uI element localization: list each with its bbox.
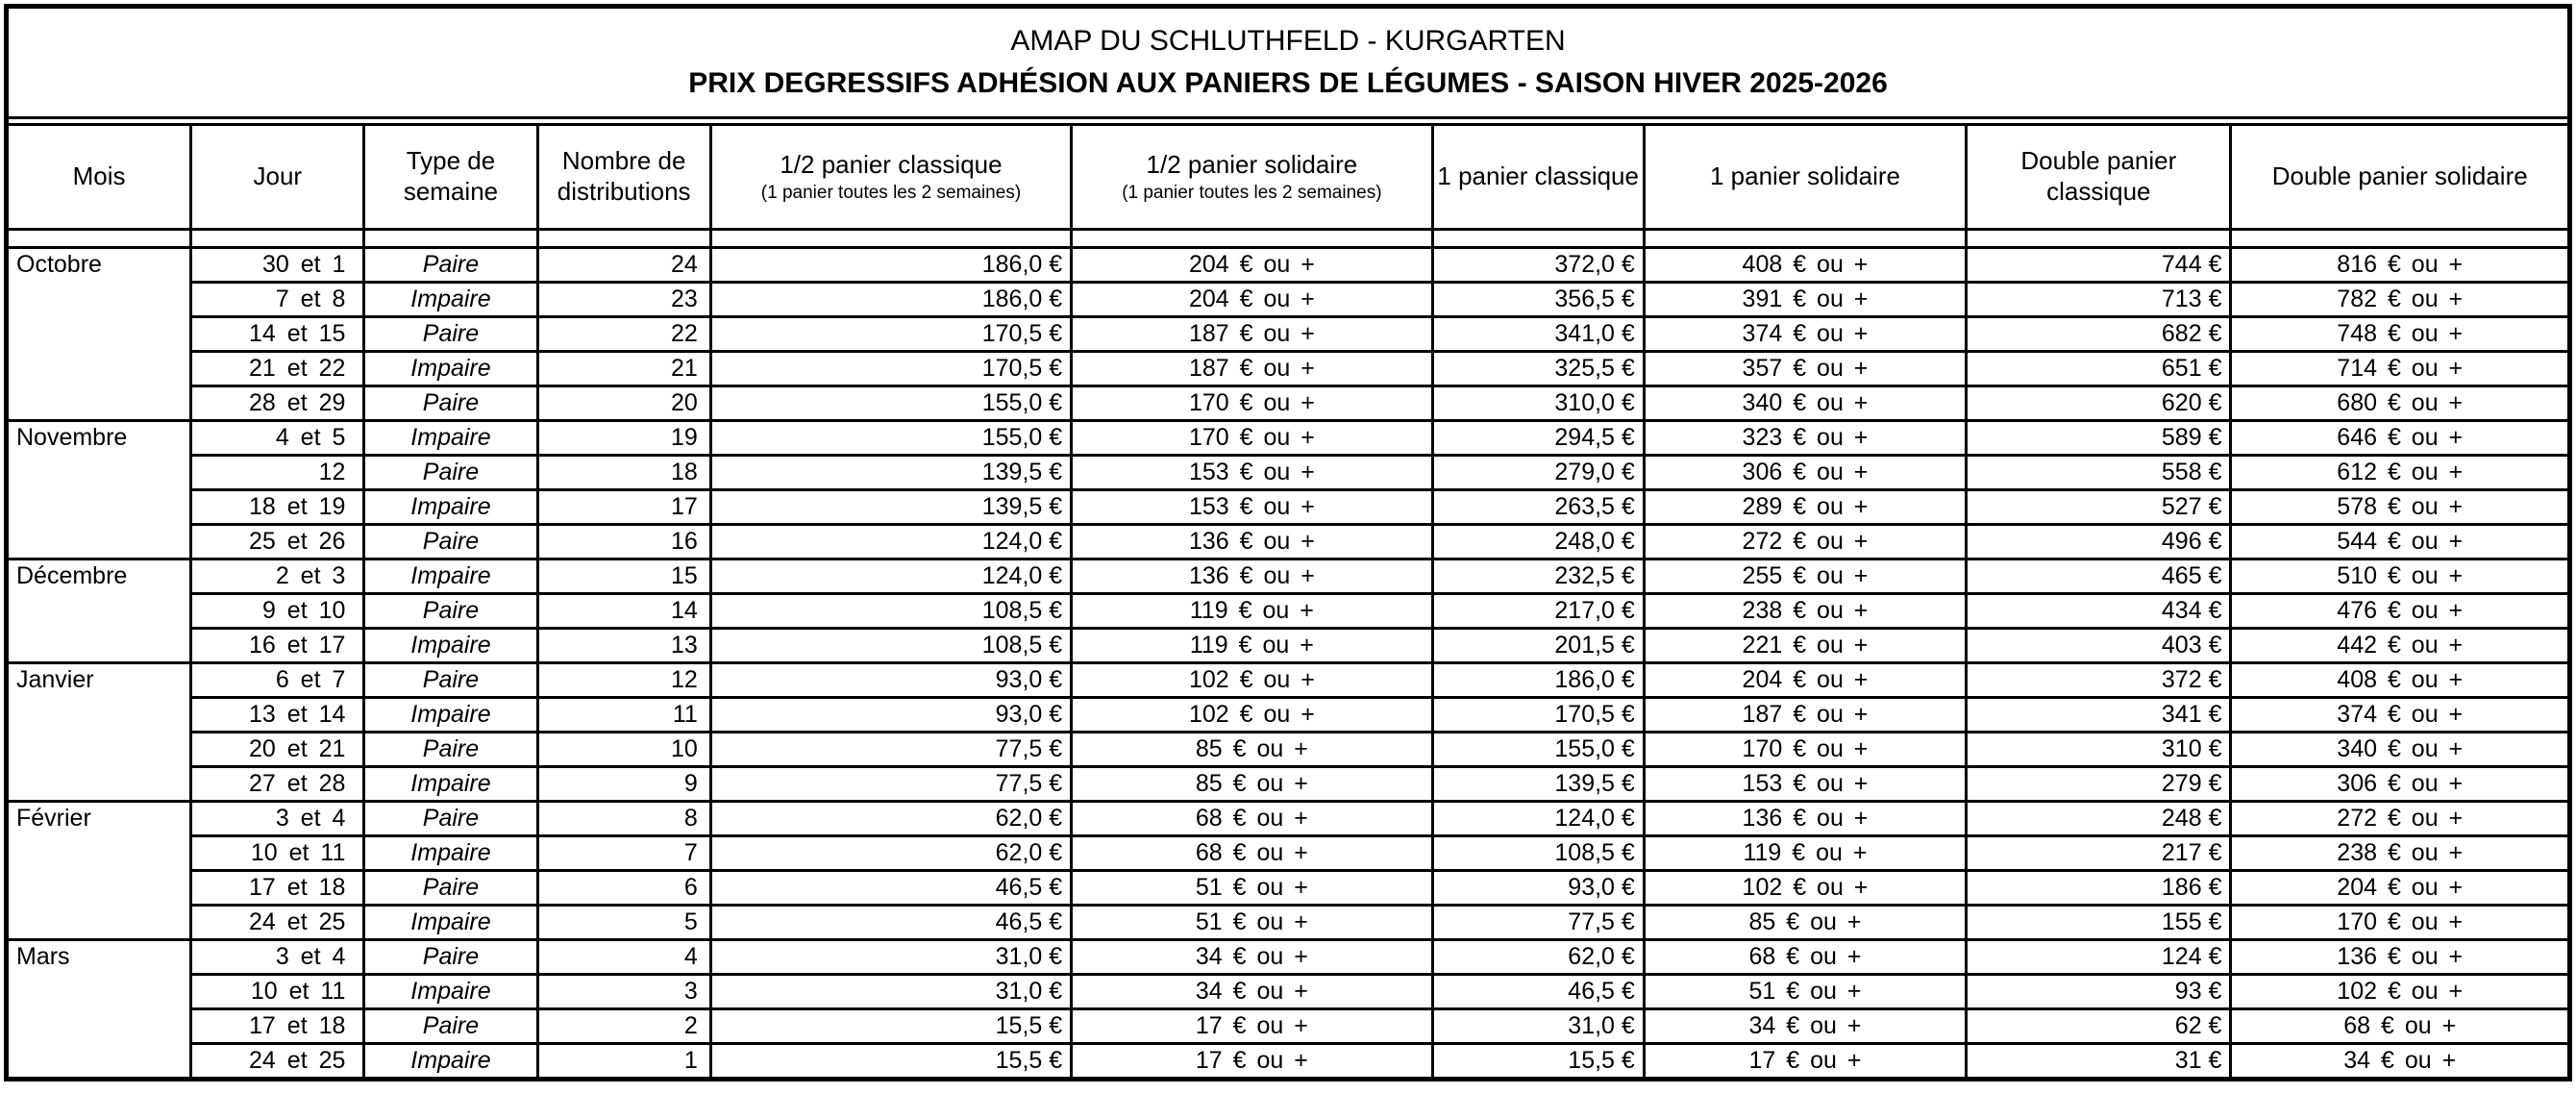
cell-panier-classique: 62,0 €	[1432, 940, 1644, 975]
column-header-label: Jour	[253, 162, 303, 191]
cell-double-panier-classique: 682 €	[1967, 317, 2231, 352]
cell-jour: 10 et 11	[191, 975, 364, 1009]
cell-double-panier-solidaire: 714 € ou +	[2231, 352, 2570, 386]
cell-double-panier-classique: 434 €	[1967, 594, 2231, 629]
cell-panier-classique: 93,0 €	[1432, 871, 1644, 906]
spacer-cell	[1072, 230, 1432, 248]
cell-nb-distributions: 4	[537, 940, 710, 975]
cell-double-panier-solidaire: 68 € ou +	[2231, 1009, 2570, 1044]
cell-demi-panier-solidaire: 34 € ou +	[1072, 975, 1432, 1009]
header-row	[7, 125, 2570, 230]
cell-type-semaine: Paire	[364, 456, 537, 490]
cell-nb-distributions: 10	[537, 733, 710, 767]
cell-double-panier-solidaire: 136 € ou +	[2231, 940, 2570, 975]
column-header-panier-solidaire	[1644, 125, 1966, 230]
cell-panier-solidaire: 119 € ou +	[1644, 836, 1966, 871]
cell-panier-classique: 31,0 €	[1432, 1009, 1644, 1044]
cell-panier-classique: 294,5 €	[1432, 421, 1644, 456]
cell-demi-panier-solidaire: 85 € ou +	[1072, 733, 1432, 767]
cell-double-panier-classique: 403 €	[1967, 629, 2231, 663]
cell-demi-panier-solidaire: 170 € ou +	[1072, 386, 1432, 421]
cell-demi-panier-solidaire: 17 € ou +	[1072, 1044, 1432, 1080]
cell-type-semaine: Impaire	[364, 283, 537, 317]
column-header-label: Double panier solidaire	[2271, 162, 2528, 191]
cell-panier-classique: 372,0 €	[1432, 248, 1644, 283]
cell-double-panier-classique: 527 €	[1967, 490, 2231, 525]
cell-jour: 2 et 3	[191, 559, 364, 594]
table-row	[7, 733, 2570, 767]
cell-panier-classique: 170,5 €	[1432, 698, 1644, 733]
spacer-cell	[1644, 230, 1966, 248]
cell-demi-panier-solidaire: 204 € ou +	[1072, 248, 1432, 283]
cell-demi-panier-classique: 15,5 €	[710, 1044, 1071, 1080]
cell-double-panier-classique: 310 €	[1967, 733, 2231, 767]
cell-double-panier-solidaire: 170 € ou +	[2231, 906, 2570, 940]
table-row	[7, 836, 2570, 871]
column-header-panier-classique	[1432, 125, 1644, 230]
cell-jour: 25 et 26	[191, 525, 364, 559]
cell-panier-classique: 310,0 €	[1432, 386, 1644, 421]
cell-type-semaine: Paire	[364, 1009, 537, 1044]
cell-demi-panier-classique: 170,5 €	[710, 317, 1071, 352]
cell-type-semaine: Paire	[364, 317, 537, 352]
table-row	[7, 559, 2570, 594]
cell-panier-solidaire: 187 € ou +	[1644, 698, 1966, 733]
column-header-double-panier-classique	[1967, 125, 2231, 230]
cell-type-semaine: Paire	[364, 663, 537, 698]
cell-panier-solidaire: 17 € ou +	[1644, 1044, 1966, 1080]
cell-jour: 24 et 25	[191, 906, 364, 940]
cell-jour: 4 et 5	[191, 421, 364, 456]
cell-mois: Mars	[7, 940, 191, 1080]
cell-panier-solidaire: 306 € ou +	[1644, 456, 1966, 490]
cell-jour: 13 et 14	[191, 698, 364, 733]
cell-nb-distributions: 13	[537, 629, 710, 663]
cell-double-panier-classique: 155 €	[1967, 906, 2231, 940]
cell-double-panier-classique: 620 €	[1967, 386, 2231, 421]
cell-nb-distributions: 1	[537, 1044, 710, 1080]
cell-demi-panier-solidaire: 85 € ou +	[1072, 767, 1432, 802]
cell-double-panier-classique: 465 €	[1967, 559, 2231, 594]
cell-demi-panier-classique: 46,5 €	[710, 871, 1071, 906]
cell-demi-panier-classique: 155,0 €	[710, 421, 1071, 456]
cell-demi-panier-classique: 46,5 €	[710, 906, 1071, 940]
cell-double-panier-solidaire: 680 € ou +	[2231, 386, 2570, 421]
cell-demi-panier-solidaire: 17 € ou +	[1072, 1009, 1432, 1044]
cell-nb-distributions: 24	[537, 248, 710, 283]
cell-double-panier-solidaire: 510 € ou +	[2231, 559, 2570, 594]
cell-demi-panier-solidaire: 68 € ou +	[1072, 836, 1432, 871]
table-row	[7, 525, 2570, 559]
cell-demi-panier-solidaire: 102 € ou +	[1072, 698, 1432, 733]
cell-jour: 7 et 8	[191, 283, 364, 317]
column-header-label: 1/2 panier classique	[780, 150, 1003, 180]
cell-jour: 10 et 11	[191, 836, 364, 871]
cell-jour: 3 et 4	[191, 940, 364, 975]
cell-double-panier-solidaire: 340 € ou +	[2231, 733, 2570, 767]
cell-double-panier-classique: 589 €	[1967, 421, 2231, 456]
cell-type-semaine: Paire	[364, 802, 537, 836]
cell-double-panier-classique: 496 €	[1967, 525, 2231, 559]
column-header-mois	[7, 125, 191, 230]
cell-demi-panier-solidaire: 119 € ou +	[1072, 629, 1432, 663]
cell-demi-panier-solidaire: 34 € ou +	[1072, 940, 1432, 975]
cell-nb-distributions: 21	[537, 352, 710, 386]
cell-nb-distributions: 12	[537, 663, 710, 698]
cell-panier-solidaire: 68 € ou +	[1644, 940, 1966, 975]
cell-jour: 14 et 15	[191, 317, 364, 352]
cell-demi-panier-classique: 62,0 €	[710, 836, 1071, 871]
cell-panier-solidaire: 153 € ou +	[1644, 767, 1966, 802]
spacer-cell	[710, 230, 1071, 248]
cell-panier-classique: 356,5 €	[1432, 283, 1644, 317]
cell-demi-panier-solidaire: 119 € ou +	[1072, 594, 1432, 629]
cell-demi-panier-classique: 139,5 €	[710, 456, 1071, 490]
price-table	[4, 4, 2572, 1082]
cell-demi-panier-solidaire: 136 € ou +	[1072, 559, 1432, 594]
cell-panier-solidaire: 357 € ou +	[1644, 352, 1966, 386]
cell-nb-distributions: 8	[537, 802, 710, 836]
cell-nb-distributions: 17	[537, 490, 710, 525]
cell-type-semaine: Impaire	[364, 559, 537, 594]
cell-panier-classique: 46,5 €	[1432, 975, 1644, 1009]
cell-double-panier-solidaire: 408 € ou +	[2231, 663, 2570, 698]
cell-double-panier-classique: 279 €	[1967, 767, 2231, 802]
cell-panier-solidaire: 102 € ou +	[1644, 871, 1966, 906]
column-header-label: 1 panier classique	[1437, 162, 1639, 191]
cell-double-panier-solidaire: 102 € ou +	[2231, 975, 2570, 1009]
cell-double-panier-solidaire: 782 € ou +	[2231, 283, 2570, 317]
table-row	[7, 283, 2570, 317]
cell-panier-classique: 201,5 €	[1432, 629, 1644, 663]
column-header-sublabel: (1 panier toutes les 2 semaines)	[760, 182, 1022, 203]
table-row	[7, 940, 2570, 975]
cell-nb-distributions: 22	[537, 317, 710, 352]
cell-type-semaine: Impaire	[364, 352, 537, 386]
cell-double-panier-solidaire: 612 € ou +	[2231, 456, 2570, 490]
cell-panier-solidaire: 272 € ou +	[1644, 525, 1966, 559]
cell-panier-solidaire: 221 € ou +	[1644, 629, 1966, 663]
cell-double-panier-solidaire: 238 € ou +	[2231, 836, 2570, 871]
spacer-cell	[1967, 230, 2231, 248]
cell-panier-solidaire: 85 € ou +	[1644, 906, 1966, 940]
cell-demi-panier-classique: 31,0 €	[710, 975, 1071, 1009]
cell-nb-distributions: 9	[537, 767, 710, 802]
cell-nb-distributions: 16	[537, 525, 710, 559]
cell-nb-distributions: 11	[537, 698, 710, 733]
cell-jour: 12	[191, 456, 364, 490]
column-header-double-panier-solidaire	[2231, 125, 2570, 230]
cell-jour: 21 et 22	[191, 352, 364, 386]
cell-demi-panier-classique: 155,0 €	[710, 386, 1071, 421]
cell-panier-classique: 124,0 €	[1432, 802, 1644, 836]
cell-panier-solidaire: 340 € ou +	[1644, 386, 1966, 421]
cell-double-panier-classique: 558 €	[1967, 456, 2231, 490]
column-header-label: Type de semaine	[403, 146, 499, 206]
cell-demi-panier-classique: 108,5 €	[710, 594, 1071, 629]
table-row	[7, 767, 2570, 802]
cell-panier-solidaire: 289 € ou +	[1644, 490, 1966, 525]
table-row	[7, 629, 2570, 663]
cell-demi-panier-solidaire: 153 € ou +	[1072, 456, 1432, 490]
cell-demi-panier-solidaire: 68 € ou +	[1072, 802, 1432, 836]
cell-type-semaine: Impaire	[364, 629, 537, 663]
cell-nb-distributions: 20	[537, 386, 710, 421]
cell-panier-classique: 15,5 €	[1432, 1044, 1644, 1080]
table-body	[7, 248, 2570, 1080]
cell-panier-solidaire: 136 € ou +	[1644, 802, 1966, 836]
cell-double-panier-solidaire: 544 € ou +	[2231, 525, 2570, 559]
cell-demi-panier-classique: 31,0 €	[710, 940, 1071, 975]
cell-panier-classique: 77,5 €	[1432, 906, 1644, 940]
cell-panier-solidaire: 51 € ou +	[1644, 975, 1966, 1009]
title-header-gap-row	[7, 118, 2570, 125]
cell-demi-panier-solidaire: 187 € ou +	[1072, 317, 1432, 352]
spacer-cell	[2231, 230, 2570, 248]
cell-panier-classique: 217,0 €	[1432, 594, 1644, 629]
column-header-sublabel: (1 panier toutes les 2 semaines)	[1122, 182, 1382, 203]
cell-double-panier-solidaire: 578 € ou +	[2231, 490, 2570, 525]
cell-demi-panier-classique: 77,5 €	[710, 733, 1071, 767]
cell-demi-panier-classique: 139,5 €	[710, 490, 1071, 525]
table-row	[7, 802, 2570, 836]
cell-double-panier-solidaire: 306 € ou +	[2231, 767, 2570, 802]
cell-type-semaine: Impaire	[364, 1044, 537, 1080]
cell-panier-solidaire: 204 € ou +	[1644, 663, 1966, 698]
cell-demi-panier-solidaire: 136 € ou +	[1072, 525, 1432, 559]
cell-double-panier-classique: 372 €	[1967, 663, 2231, 698]
cell-panier-classique: 139,5 €	[1432, 767, 1644, 802]
column-header-label: 1/2 panier solidaire	[1146, 150, 1358, 180]
cell-panier-solidaire: 34 € ou +	[1644, 1009, 1966, 1044]
spacer-cell	[7, 230, 191, 248]
table-row	[7, 871, 2570, 906]
table-row	[7, 906, 2570, 940]
column-header-label: Double panier classique	[2020, 146, 2177, 206]
cell-double-panier-solidaire: 204 € ou +	[2231, 871, 2570, 906]
table-row	[7, 594, 2570, 629]
cell-nb-distributions: 7	[537, 836, 710, 871]
cell-double-panier-classique: 248 €	[1967, 802, 2231, 836]
spacer-cell	[1432, 230, 1644, 248]
column-header-demi-panier-solidaire	[1072, 125, 1432, 230]
column-header-label: Nombre de distributions	[557, 146, 691, 206]
title-block	[7, 7, 2570, 118]
table-row	[7, 317, 2570, 352]
table-row	[7, 663, 2570, 698]
cell-jour: 6 et 7	[191, 663, 364, 698]
cell-jour: 3 et 4	[191, 802, 364, 836]
cell-double-panier-classique: 124 €	[1967, 940, 2231, 975]
cell-type-semaine: Paire	[364, 525, 537, 559]
cell-demi-panier-classique: 77,5 €	[710, 767, 1071, 802]
cell-jour: 28 et 29	[191, 386, 364, 421]
cell-demi-panier-classique: 93,0 €	[710, 698, 1071, 733]
cell-type-semaine: Impaire	[364, 490, 537, 525]
cell-double-panier-classique: 93 €	[1967, 975, 2231, 1009]
cell-panier-classique: 248,0 €	[1432, 525, 1644, 559]
cell-demi-panier-classique: 186,0 €	[710, 283, 1071, 317]
table-subtitle: PRIX DEGRESSIFS ADHÉSION AUX PANIERS DE LÉGUMES - SAISON HIVER 2025-2026	[688, 67, 1888, 99]
cell-mois: Janvier	[7, 663, 191, 802]
cell-double-panier-solidaire: 442 € ou +	[2231, 629, 2570, 663]
cell-nb-distributions: 14	[537, 594, 710, 629]
cell-demi-panier-classique: 93,0 €	[710, 663, 1071, 698]
cell-double-panier-classique: 713 €	[1967, 283, 2231, 317]
cell-panier-solidaire: 255 € ou +	[1644, 559, 1966, 594]
cell-double-panier-classique: 62 €	[1967, 1009, 2231, 1044]
cell-type-semaine: Paire	[364, 871, 537, 906]
cell-double-panier-classique: 651 €	[1967, 352, 2231, 386]
cell-panier-classique: 232,5 €	[1432, 559, 1644, 594]
column-header-label: 1 panier solidaire	[1709, 162, 1900, 191]
column-header-nb-distributions	[537, 125, 710, 230]
title-row	[7, 7, 2570, 118]
column-header-jour	[191, 125, 364, 230]
cell-type-semaine: Paire	[364, 594, 537, 629]
cell-demi-panier-classique: 108,5 €	[710, 629, 1071, 663]
cell-type-semaine: Paire	[364, 733, 537, 767]
table-row	[7, 698, 2570, 733]
cell-panier-solidaire: 170 € ou +	[1644, 733, 1966, 767]
cell-panier-classique: 263,5 €	[1432, 490, 1644, 525]
cell-double-panier-solidaire: 646 € ou +	[2231, 421, 2570, 456]
cell-mois: Février	[7, 802, 191, 940]
cell-nb-distributions: 19	[537, 421, 710, 456]
cell-nb-distributions: 3	[537, 975, 710, 1009]
cell-double-panier-classique: 341 €	[1967, 698, 2231, 733]
cell-jour: 16 et 17	[191, 629, 364, 663]
cell-jour: 18 et 19	[191, 490, 364, 525]
cell-demi-panier-solidaire: 102 € ou +	[1072, 663, 1432, 698]
cell-type-semaine: Impaire	[364, 698, 537, 733]
cell-mois: Octobre	[7, 248, 191, 421]
cell-double-panier-classique: 217 €	[1967, 836, 2231, 871]
cell-double-panier-solidaire: 34 € ou +	[2231, 1044, 2570, 1080]
cell-panier-classique: 155,0 €	[1432, 733, 1644, 767]
cell-demi-panier-solidaire: 170 € ou +	[1072, 421, 1432, 456]
cell-nb-distributions: 2	[537, 1009, 710, 1044]
cell-demi-panier-solidaire: 51 € ou +	[1072, 906, 1432, 940]
table-row	[7, 386, 2570, 421]
cell-demi-panier-solidaire: 187 € ou +	[1072, 352, 1432, 386]
cell-nb-distributions: 18	[537, 456, 710, 490]
cell-jour: 24 et 25	[191, 1044, 364, 1080]
cell-demi-panier-solidaire: 204 € ou +	[1072, 283, 1432, 317]
table-row	[7, 1044, 2570, 1080]
cell-panier-solidaire: 323 € ou +	[1644, 421, 1966, 456]
cell-demi-panier-solidaire: 51 € ou +	[1072, 871, 1432, 906]
table-row	[7, 975, 2570, 1009]
cell-mois: Décembre	[7, 559, 191, 663]
cell-double-panier-solidaire: 816 € ou +	[2231, 248, 2570, 283]
spacer-cell	[191, 230, 364, 248]
cell-demi-panier-classique: 170,5 €	[710, 352, 1071, 386]
cell-nb-distributions: 15	[537, 559, 710, 594]
cell-jour: 30 et 1	[191, 248, 364, 283]
cell-jour: 17 et 18	[191, 1009, 364, 1044]
cell-panier-solidaire: 374 € ou +	[1644, 317, 1966, 352]
cell-double-panier-solidaire: 272 € ou +	[2231, 802, 2570, 836]
gap-cell	[7, 118, 2570, 125]
cell-mois: Novembre	[7, 421, 191, 559]
cell-panier-classique: 108,5 €	[1432, 836, 1644, 871]
cell-type-semaine: Impaire	[364, 836, 537, 871]
cell-nb-distributions: 6	[537, 871, 710, 906]
cell-demi-panier-classique: 124,0 €	[710, 525, 1071, 559]
cell-panier-solidaire: 238 € ou +	[1644, 594, 1966, 629]
cell-nb-distributions: 23	[537, 283, 710, 317]
table-row	[7, 456, 2570, 490]
spacer-cell	[364, 230, 537, 248]
table-row	[7, 421, 2570, 456]
cell-nb-distributions: 5	[537, 906, 710, 940]
cell-demi-panier-solidaire: 153 € ou +	[1072, 490, 1432, 525]
cell-double-panier-solidaire: 476 € ou +	[2231, 594, 2570, 629]
table-row	[7, 490, 2570, 525]
cell-double-panier-classique: 31 €	[1967, 1044, 2231, 1080]
header-spacer-row	[7, 230, 2570, 248]
cell-jour: 17 et 18	[191, 871, 364, 906]
cell-type-semaine: Paire	[364, 940, 537, 975]
cell-demi-panier-classique: 186,0 €	[710, 248, 1071, 283]
cell-jour: 9 et 10	[191, 594, 364, 629]
column-header-label: Mois	[72, 162, 126, 191]
cell-demi-panier-classique: 15,5 €	[710, 1009, 1071, 1044]
cell-demi-panier-classique: 124,0 €	[710, 559, 1071, 594]
cell-double-panier-classique: 744 €	[1967, 248, 2231, 283]
cell-demi-panier-classique: 62,0 €	[710, 802, 1071, 836]
table-row	[7, 1009, 2570, 1044]
cell-panier-classique: 186,0 €	[1432, 663, 1644, 698]
cell-panier-solidaire: 391 € ou +	[1644, 283, 1966, 317]
cell-type-semaine: Impaire	[364, 975, 537, 1009]
cell-double-panier-solidaire: 374 € ou +	[2231, 698, 2570, 733]
table-title: AMAP DU SCHLUTHFELD - KURGARTEN	[1010, 25, 1566, 57]
column-header-demi-panier-classique	[710, 125, 1071, 230]
spacer-cell	[537, 230, 710, 248]
cell-panier-classique: 325,5 €	[1432, 352, 1644, 386]
cell-panier-solidaire: 408 € ou +	[1644, 248, 1966, 283]
table-row	[7, 352, 2570, 386]
cell-panier-classique: 341,0 €	[1432, 317, 1644, 352]
column-header-type-semaine	[364, 125, 537, 230]
table-row	[7, 248, 2570, 283]
cell-type-semaine: Impaire	[364, 906, 537, 940]
cell-type-semaine: Paire	[364, 248, 537, 283]
cell-panier-classique: 279,0 €	[1432, 456, 1644, 490]
cell-double-panier-classique: 186 €	[1967, 871, 2231, 906]
cell-jour: 20 et 21	[191, 733, 364, 767]
cell-double-panier-solidaire: 748 € ou +	[2231, 317, 2570, 352]
cell-jour: 27 et 28	[191, 767, 364, 802]
cell-type-semaine: Paire	[364, 386, 537, 421]
cell-type-semaine: Impaire	[364, 421, 537, 456]
cell-type-semaine: Impaire	[364, 767, 537, 802]
